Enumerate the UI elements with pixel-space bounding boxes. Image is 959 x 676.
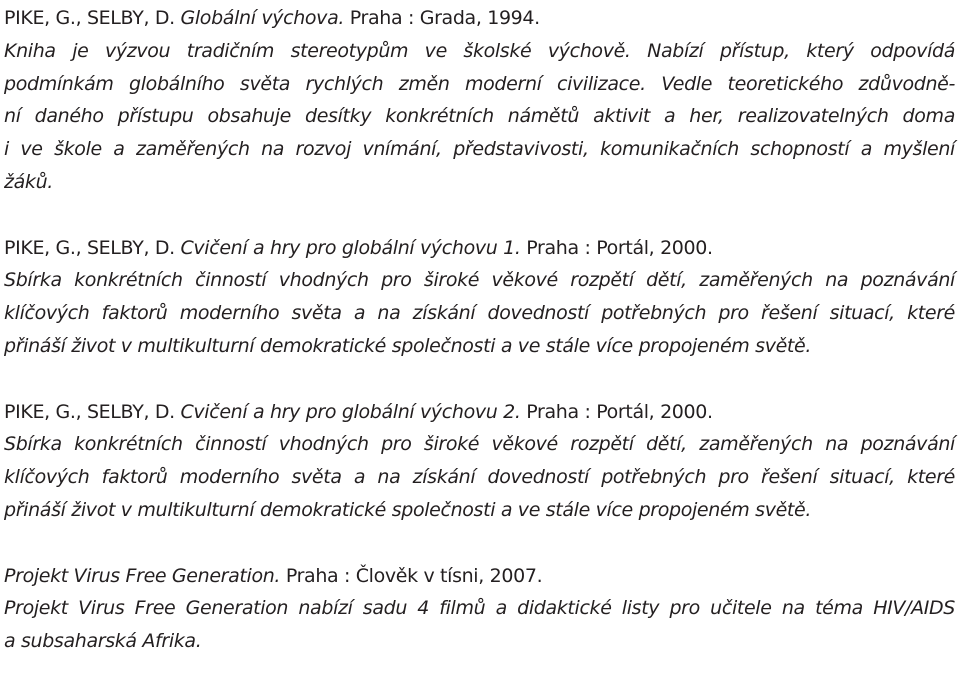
annotation-line: a subsaharská Afrika. [4, 630, 202, 653]
bibliography-entry [4, 2, 955, 199]
citation-title: Projekt Virus Free Generation. [4, 564, 281, 587]
annotation-line: klíčových faktorů moderního světa a na získání dovedností potřebných pro řešení situací, které [4, 302, 955, 325]
annotation-line: klíčových faktorů moderního světa a na získání dovedností potřebných pro řešení situací, které [4, 466, 955, 489]
citation-title: Cvičení a hry pro globální výchovu 1. [180, 236, 521, 259]
citation-line [4, 232, 955, 265]
citation-line [4, 2, 955, 35]
citation-publisher: Praha : Portál, 2000. [520, 400, 713, 423]
citation-title: Globální výchova. [180, 7, 345, 29]
annotation-line: přináší život v multikulturní demokratické společnosti a ve stále více propojeném světě. [4, 498, 812, 521]
bibliography-entry [4, 560, 955, 658]
annotation-line: podmínkám globálního světa rychlých změn moderní civilizace. Vedle teoretického zdůvodně- [4, 72, 955, 95]
annotation-line: Sbírka konkrétních činností vhodných pro široké věkové rozpětí dětí, zaměřených na poznávání [4, 433, 955, 456]
annotation-line: Sbírka konkrétních činností vhodných pro široké věkové rozpětí dětí, zaměřených na poznávání [4, 269, 955, 292]
annotation-line: přináší život v multikulturní demokratické společnosti a ve stále více propojeném světě. [4, 334, 812, 357]
citation-authors: PIKE, G., SELBY, D. [4, 400, 181, 423]
citation-publisher: Praha : Člověk v tísni, 2007. [280, 564, 543, 587]
bibliography-entry [4, 232, 955, 363]
annotation-line: ní daného přístupu obsahuje desítky konkrétních námětů aktivit a her, realizovatelných doma [4, 105, 955, 128]
citation-publisher: Praha : Portál, 2000. [520, 236, 713, 259]
citation-authors: PIKE, G., SELBY, D. [4, 7, 181, 29]
citation-title: Cvičení a hry pro globální výchovu 2. [180, 400, 521, 423]
citation-line [4, 396, 955, 429]
annotation-line: Projekt Virus Free Generation nabízí sadu 4 filmů a didaktické listy pro učitele na téma HIV/AIDS [4, 597, 955, 620]
citation-line [4, 560, 955, 593]
annotation-line: i ve škole a zaměřených na rozvoj vnímání, představivosti, komunikačních schopností a myšlení [4, 138, 955, 161]
citation-publisher: Praha : Grada, 1994. [344, 7, 540, 29]
bibliography-entry [4, 396, 955, 527]
annotation-line: Kniha je výzvou tradičním stereotypům ve školské výchově. Nabízí přístup, který odpovídá [4, 39, 955, 62]
annotation-line: žáků. [4, 170, 53, 193]
citation-authors: PIKE, G., SELBY, D. [4, 236, 181, 259]
